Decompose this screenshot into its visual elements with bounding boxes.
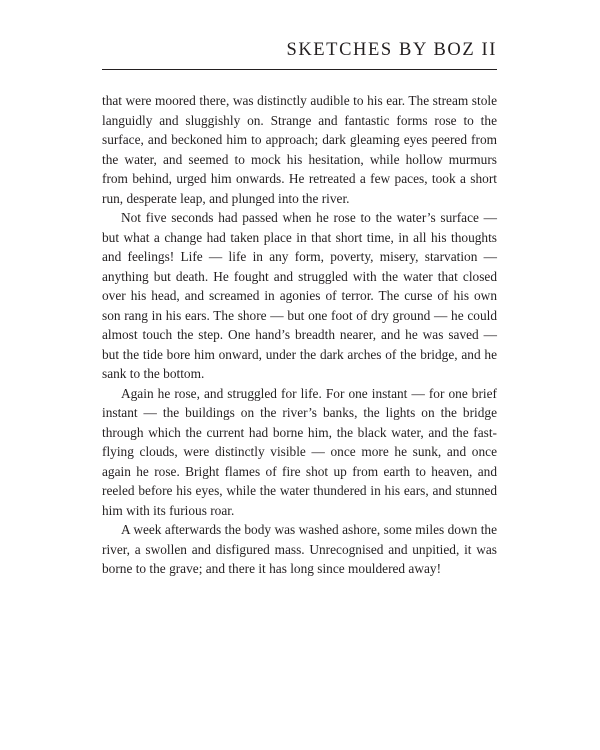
running-head: SKETCHES BY BOZ II (286, 40, 497, 60)
body-text (102, 91, 497, 579)
paragraph: A week afterwards the body was washed ashore, some miles down the river, a swollen and disfigured mass. Unrecognised and unpitied, it was borne to the grave; and there it has long since mouldered away! (102, 522, 497, 576)
paragraph-continued: that were moored there, was distinctly audible to his ear. The stream stole languidly and sluggishly on. Strange and fantastic forms rose to the surface, and beckoned him to approach; dark gleaming eyes peered from the water, and seemed to mock his hesitation, while hollow murmurs from behind, urged him onwards. He retreated a few paces, took a short run, desperate leap, and plunged into the river. (102, 93, 497, 206)
paragraph: Not five seconds had passed when he rose to the water’s surface — but what a change had taken place in that short time, in all his thoughts and feelings! Life — life in any form, poverty, misery, starvation — anything but death. He fought and struggled with the water that closed over his head, and screamed in agonies of terror. The curse of his own son rang in his ears. The shore — but one foot of dry ground — he could almost touch the step. One hand’s breadth nearer, and he was saved — but the tide bore him onward, under the dark arches of the bridge, and he sank to the bottom. (102, 210, 497, 381)
header-rule (102, 69, 497, 70)
paragraph: Again he rose, and struggled for life. For one instant — for one brief instant — the buildings on the river’s banks, the lights on the bridge through which the current had borne him, the black water, and the fast-flying clouds, were distinctly visible — once more he sunk, and once again he rose. Bright flames of fire shot up from earth to heaven, and reeled before his eyes, while the water thundered in his ears, and stunned him with its furious roar. (102, 385, 497, 518)
